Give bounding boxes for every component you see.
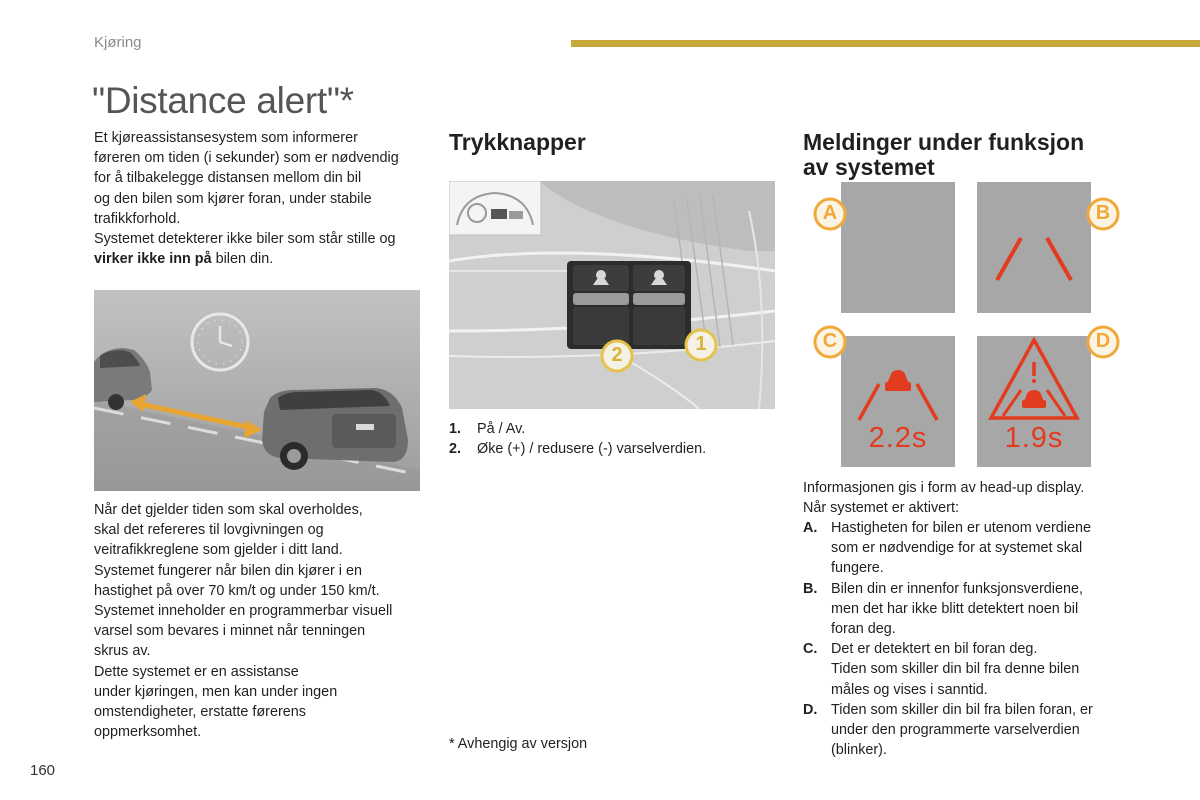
body-line: Dette systemet er en assistanse [94,663,299,680]
dashboard-buttons-svg [449,181,775,409]
badge-a [812,196,848,232]
message-letter: D. [803,701,818,718]
distance-illustration [94,290,420,491]
intro-line: Systemet detekterer ikke biler som står stille og [94,231,396,248]
messages-heading-line: Meldinger under funksjon [803,129,1085,155]
intro-emphasis: virker ikke inn på [94,251,212,268]
message-letter: B. [803,580,818,597]
intro-paragraph [94,128,424,269]
hud-panel-d [977,336,1091,467]
hud-panel-c [841,336,955,467]
buttons-heading: Trykknapper [449,129,586,155]
callout-1-label: 1 [695,333,707,355]
message-line: Tiden som skiller din bil fra bilen foran, er [831,701,1093,718]
page-title: "Distance alert"* [92,80,354,121]
legend-number: 2. [449,441,462,458]
body-line: skal det refereres til lovgivningen og [94,522,324,539]
message-line: Bilen din er innenfor funksjonsverdiene, [831,580,1083,597]
message-line: Det er detektert en bil foran deg. [831,641,1038,658]
intro-line: og den bilen som kjører foran, under stabile [94,190,372,207]
badge-c [812,324,848,360]
callout-2-badge [599,338,635,374]
messages-intro-line: Når systemet er aktivert: [803,500,959,517]
message-line: (blinker). [831,742,887,759]
distance-illustration-svg [94,290,420,491]
badge-d [1085,324,1121,360]
message-item-b [803,579,1123,640]
body-line: omstendigheter, erstatte førerens [94,704,306,721]
badge-d-label: D [1095,330,1111,352]
hud-time-c: 2.2s [868,422,928,454]
legend-item [449,419,779,439]
front-car-icon [262,388,408,470]
messages-intro [803,478,1123,518]
message-line: fungere. [831,560,884,577]
hud-panel-a [841,182,955,313]
message-line: Tiden som skiller din bil fra denne bilen [831,661,1080,678]
message-line: men det har ikke blitt detektert noen bil [831,600,1079,617]
message-line: Hastigheten for bilen er utenom verdiene [831,520,1091,536]
header-accent-bar [571,40,1200,47]
badge-b [1085,196,1121,232]
intro-line: føreren om tiden (i sekunder) som er nødvendig [94,150,399,167]
body-line: skrus av. [94,643,151,660]
legend-text: Øke (+) / redusere (-) varselverdien. [477,441,707,458]
messages-list [803,518,1123,760]
legend-item [449,439,779,459]
legend-text: På / Av. [477,421,526,437]
body-line: varsel som bevares i minnet når tenningen [94,623,366,640]
body-line: under kjøringen, men kan under ingen [94,683,338,700]
footnote: * Avhengig av versjon [449,736,588,752]
messages-heading-line: av systemet [803,154,935,180]
intro-line: for å tilbakelegge distansen mellom din bil [94,170,362,187]
intro-line-rest: bilen din. [211,251,274,268]
message-line: foran deg. [831,621,896,638]
message-item-d [803,700,1123,761]
body-line: Systemet fungerer når bilen din kjører i en [94,562,362,579]
legend-number: 1. [449,421,462,437]
message-line: måles og vises i sanntid. [831,681,988,698]
dashboard-buttons-illustration [449,181,775,409]
body-line: hastighet på over 70 km/t og under 150 km/t. [94,582,380,599]
body-line: veitrafikkreglene som gjelder i ditt land. [94,542,343,559]
message-letter: A. [803,520,818,536]
message-line: under den programmerte varselverdien [831,722,1080,739]
callout-1-badge [683,327,719,363]
messages-heading [803,130,1123,180]
message-item-c [803,639,1123,700]
page-number: 160 [30,762,56,779]
message-line: som er nødvendige for at systemet skal [831,540,1083,557]
badge-a-label: A [822,202,838,224]
messages-intro-line: Informasjonen gis i form av head-up display. [803,480,1085,496]
section-label: Kjøring [94,34,142,51]
intro-line [94,249,424,269]
buttons-legend [449,419,779,459]
message-item-a [803,518,1123,579]
intro-line: trafikkforhold. [94,210,181,227]
body-line: Systemet inneholder en programmerbar visuell [94,603,393,620]
callout-2-label: 2 [611,344,623,366]
system-description [94,500,424,742]
body-line: oppmerksomhet. [94,724,202,741]
hud-time-d: 1.9s [1004,422,1064,454]
lane-lines-icon [977,182,1091,313]
badge-b-label: B [1095,202,1111,224]
hud-panel-b [977,182,1091,313]
car-interior-inset-icon [449,181,541,235]
message-letter: C. [803,641,818,658]
intro-line: Et kjøreassistansesystem som informerer [94,130,358,146]
body-line: Når det gjelder tiden som skal overholdes, [94,502,363,518]
badge-c-label: C [822,330,838,352]
